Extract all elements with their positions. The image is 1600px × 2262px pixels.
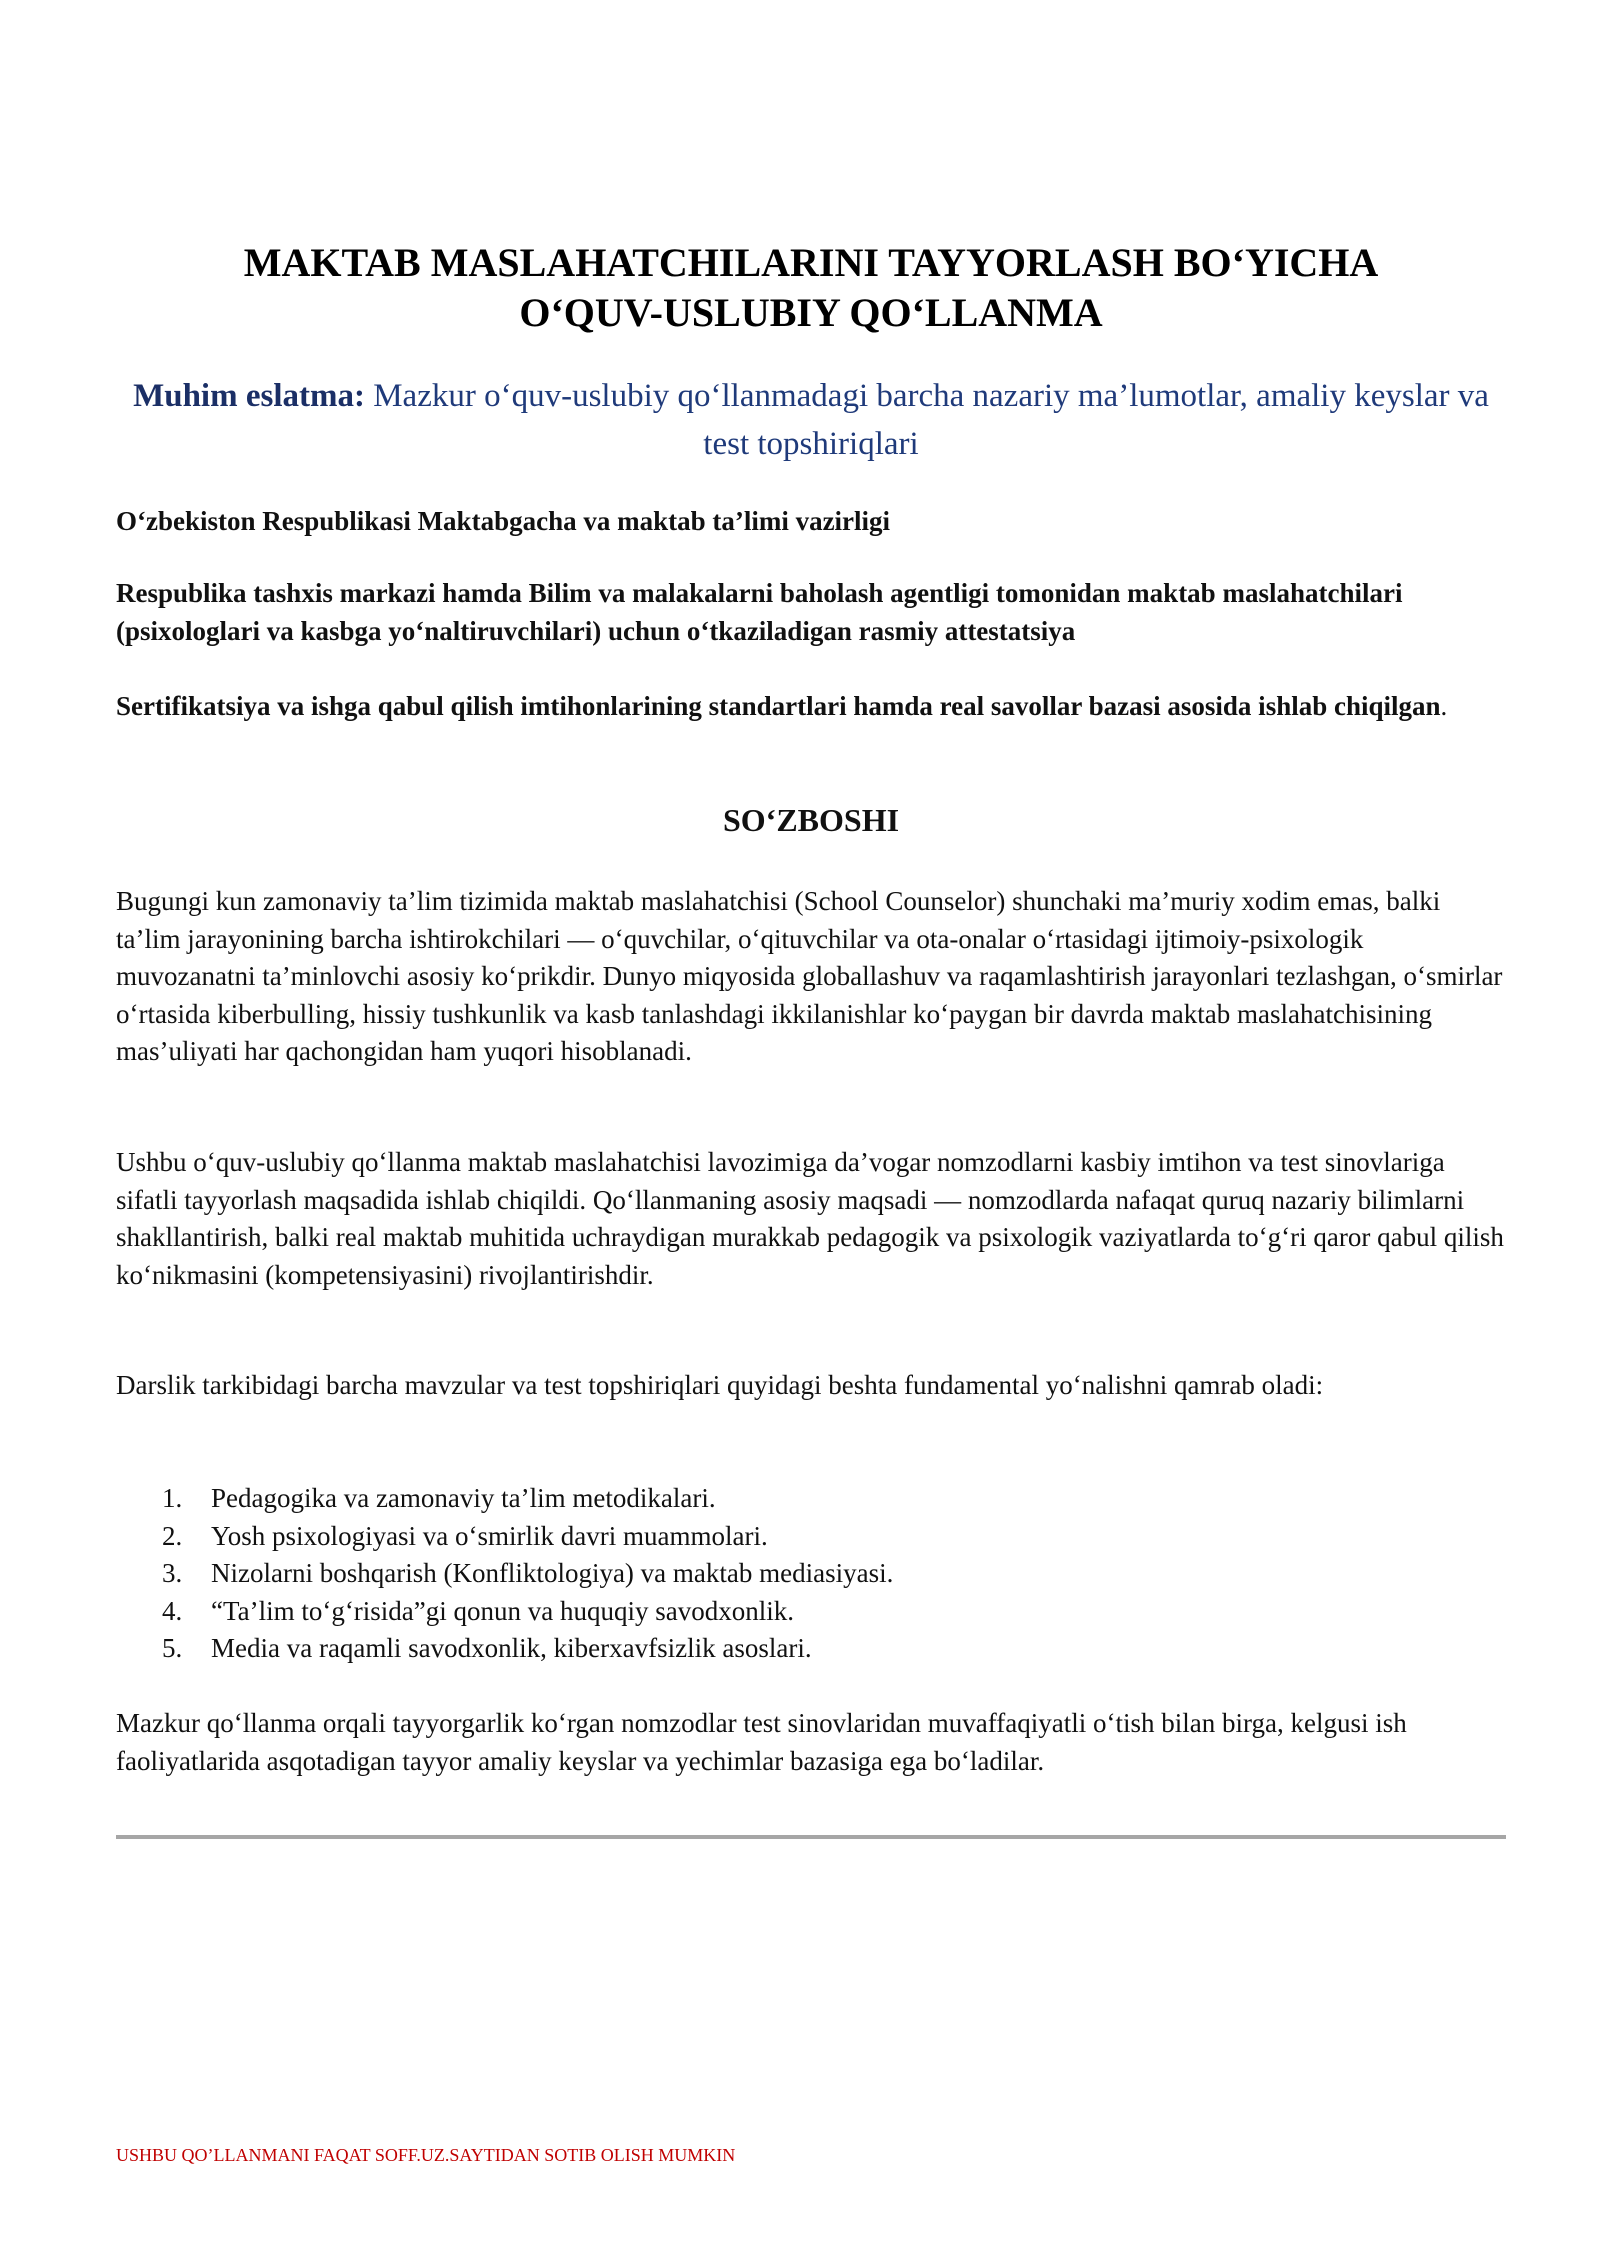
ministry-line: O‘zbekiston Respublikasi Maktabgacha va maktab ta’limi vazirligi — [116, 506, 891, 536]
list-item — [116, 1593, 1506, 1631]
list-item-number: 1. — [162, 1483, 183, 1513]
list-item-text: Yosh psixologiyasi va o‘smirlik davri muammolari. — [211, 1520, 768, 1551]
topic-list — [116, 1480, 1506, 1668]
title-line-1: MAKTAB MASLAHATCHILARINI TAYYORLASH BO‘YICHA — [243, 240, 1379, 285]
foreword-paragraph-3: Darslik tarkibidagi barcha mavzular va test topshiriqlari quyidagi beshta fundamental yo‘nalishni qamrab oladi: — [116, 1370, 1324, 1400]
horizontal-divider — [116, 1835, 1506, 1839]
standards-text-period: . — [1440, 691, 1448, 721]
list-item-text: Pedagogika va zamonaviy ta’lim metodikalari. — [211, 1483, 716, 1513]
list-item-text: Media va raqamli savodxonlik, kiberxavfsizlik asoslari. — [211, 1633, 812, 1663]
agency-text: Respublika tashxis markazi hamda Bilim va malakalarni baholash agentligi tomonidan maktab maslahatchilari (psixologlari va kasbga yo‘naltiruvchilari) uchun o‘tkaziladigan rasmiy attestatsiya — [116, 578, 1403, 646]
list-item-text: Nizolarni boshqarish (Konfliktologiya) va maktab mediasiyasi. — [211, 1558, 894, 1588]
list-item-number: 2. — [162, 1520, 183, 1551]
important-note — [116, 372, 1506, 468]
title-line-2: O‘QUV-USLUBIY QO‘LLANMA — [519, 290, 1103, 335]
standards-text-body: Sertifikatsiya va ishga qabul qilish imtihonlarining standartlari hamda real savollar bazasi asosida ishlab chiqilgan — [116, 691, 1441, 721]
document-title — [116, 238, 1506, 338]
list-item — [116, 1630, 1506, 1668]
note-label: Muhim eslatma: — [133, 378, 365, 414]
list-item-text: “Ta’lim to‘g‘risida”gi qonun va huquqiy savodxonlik. — [211, 1595, 795, 1626]
list-item-number: 3. — [162, 1558, 183, 1588]
list-item-number: 4. — [162, 1595, 183, 1626]
list-item — [116, 1518, 1506, 1556]
list-item — [116, 1555, 1506, 1593]
foreword-paragraph-2: Ushbu o‘quv-uslubiy qo‘llanma maktab maslahatchisi lavozimiga da’vogar nomzodlarni kasbiy imtihon va test sinovlariga sifatli tayyorlash maqsadida ishlab chiqildi. Qo‘llanmaning asosiy maqsadi — nomzodlarda nafaqat quruq nazariy bilimlarni shakllantirish, balki real maktab muhitida uchraydigan murakkab pedagogik va psixologik vaziyatlarda to‘g‘ri qaror qabul qilish ko‘nikmasini (kompetensiyasini) rivojlantirishdir. — [116, 1147, 1504, 1290]
list-item — [116, 1480, 1506, 1518]
foreword-heading: SO‘ZBOSHI — [722, 802, 900, 838]
list-item-number: 5. — [162, 1633, 183, 1663]
footer-notice: USHBU QO’LLANMANI FAQAT SOFF.UZ.SAYTIDAN SOTIB OLISH MUMKIN — [116, 2145, 736, 2165]
foreword-paragraph-4: Mazkur qo‘llanma orqali tayyorgarlik ko‘rgan nomzodlar test sinovlaridan muvaffaqiyatli o‘tish bilan birga, kelgusi ish faoliyatlarida asqotadigan tayyor amaliy keyslar va yechimlar bazasiga ega bo‘ladilar. — [116, 1708, 1407, 1776]
note-text: Mazkur o‘quv-uslubiy qo‘llanmadagi barcha nazariy ma’lumotlar, amaliy keyslar va test topshiriqlari — [373, 378, 1489, 462]
standards-text — [116, 687, 1506, 725]
foreword-paragraph-1: Bugungi kun zamonaviy ta’lim tizimida maktab maslahatchisi (School Counselor) shunchaki ma’muriy xodim emas, balki ta’lim jarayonining barcha ishtirokchilari — o‘quvchilar, o‘qituvchilar va ota-onalar o‘rtasidagi ijtimoiy-psixologik muvozanatni ta’minlovchi asosiy ko‘prikdir. Dunyo miqyosida globallashuv va raqamlashtirish jarayonlari tezlashgan, o‘smirlar o‘rtasida kiberbulling, hissiy tushkunlik va kasb tanlashdagi ikkilanishlar ko‘paygan bir davrda maktab maslahatchisining mas’uliyati har qachongidan ham yuqori hisoblanadi. — [116, 886, 1503, 1066]
